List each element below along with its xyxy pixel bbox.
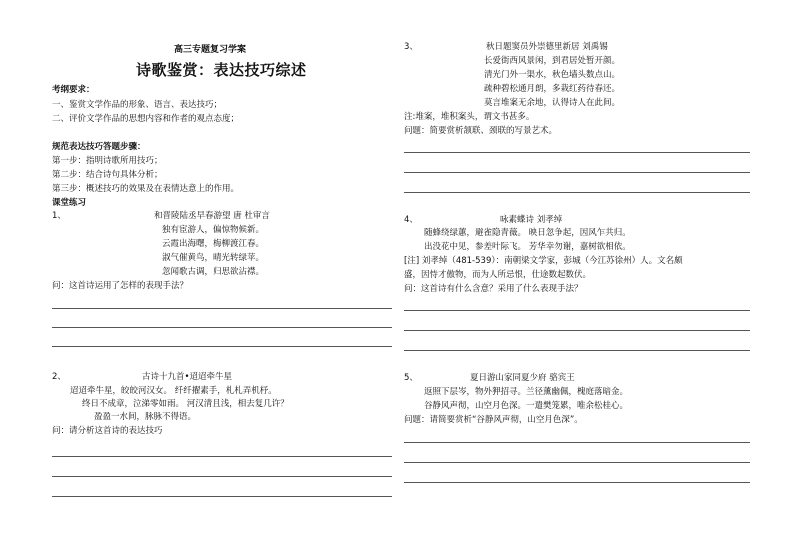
answer-line: [404, 462, 750, 463]
q5-poem-title: 夏日游山家同夏少府 骆宾王: [470, 373, 575, 383]
q4-poem-line: 出没花中见，参差叶际飞。 芳华幸勿谢，嘉树欲相依。: [424, 242, 631, 252]
answer-line: [404, 330, 750, 331]
q2-poem-line: 迢迢牵牛星，皎皎河汉女。 纤纤擢素手，札札弄机杼。: [70, 386, 277, 396]
q2-question: 问：请分析这首诗的表达技巧: [52, 426, 163, 436]
step-item: 第一步：指明诗歌所用技巧；: [52, 156, 163, 166]
answer-line: [52, 308, 392, 309]
q4-number: 4、: [404, 215, 418, 225]
q1-number: 1、: [52, 211, 66, 221]
answer-line: [404, 192, 750, 193]
answer-line: [404, 350, 750, 351]
q5-question: 问题：请简要赏析“谷静风声彻，山空月色深”。: [404, 415, 583, 425]
page-title: 诗歌鉴赏：表达技巧综述: [136, 61, 307, 79]
q1-poem-line: 淑气催黄鸟，晴光转绿苹。: [162, 253, 265, 263]
requirement-item: 二、评价文学作品的思想内容和作者的观点态度；: [52, 114, 240, 124]
q2-poem-title: 古诗十九首•迢迢牵牛星: [142, 372, 233, 382]
q1-poem-title: 和晋陵陆丞早春游望 唐 杜审言: [154, 211, 270, 221]
requirement-item: 一、鉴赏文学作品的形象、语言、表达技巧；: [52, 100, 223, 110]
answer-line: [404, 152, 750, 153]
q2-poem-line: 终日不成章，泣涕零如雨。 河汉清且浅，相去复几许？: [82, 399, 289, 409]
q4-poem-line: 随蜂绕绿蕙，避雀隐青薇。 映日忽争起，因风乍共归。: [424, 228, 631, 238]
answer-line: [404, 310, 750, 311]
q3-poem-line: 长爱街西风景闲，到君居处暂开颜。: [484, 56, 621, 66]
q4-poem-title: 咏素蝶诗 刘孝绰: [500, 215, 563, 225]
answer-line: [52, 327, 392, 328]
q2-number: 2、: [52, 372, 66, 382]
q1-poem-line: 云霞出海曙，梅柳渡江春。: [162, 239, 265, 249]
q2-poem-line: 盈盈一水间，脉脉不得语。: [94, 412, 197, 422]
q3-question: 问题：简要赏析颔联、颈联的写景艺术。: [404, 126, 558, 136]
q3-poem-line: 清光门外一渠水，秋色墙头数点山。: [484, 70, 621, 80]
answer-line: [52, 496, 392, 497]
practice-heading: 课堂练习: [52, 198, 87, 208]
steps-heading: 规范表达技巧答题步骤：: [52, 142, 146, 152]
answer-line: [52, 346, 392, 347]
q4-note: 盛，因恃才傲物，而为人所忌恨，仕途数起数伏。: [404, 270, 592, 280]
requirements-heading: 考纲要求：: [52, 85, 95, 95]
answer-line: [52, 476, 392, 477]
step-item: 第二步：结合诗句具体分析；: [52, 170, 163, 180]
answer-line: [52, 456, 392, 457]
q3-number: 3、: [404, 42, 418, 52]
q4-note: [注] 刘孝绰（481-539）：南朝梁文学家，彭城（今江苏徐州）人。文名颇: [404, 256, 683, 266]
q5-number: 5、: [404, 373, 418, 383]
q1-poem-line: 忽闻歌古调，归思欲沾襟。: [162, 267, 265, 277]
q3-poem-line: 疏种碧松通月朗，多栽红药待春还。: [484, 84, 621, 94]
q1-question: 问：这首诗运用了怎样的表现手法？: [52, 281, 189, 291]
answer-line: [404, 442, 750, 443]
q1-poem-line: 独有宦游人，偏惊物候新。: [162, 225, 265, 235]
q4-question: 问：这首诗有什么含意？采用了什么表现手法？: [404, 284, 583, 294]
q3-note: 注:堆案，堆积案头，谓文书甚多。: [404, 112, 535, 122]
q3-poem-title: 秋日题窦员外崇德里新居 刘禹锡: [486, 42, 608, 52]
q5-poem-line: 返照下层岑，物外狎招寻。兰径薰幽佩，槐庭落暗金。: [424, 387, 629, 397]
answer-line: [404, 172, 750, 173]
page-subtitle: 高三专题复习学案: [174, 45, 247, 55]
q3-poem-line: 莫言堆案无余地，认得诗人在此间。: [484, 98, 621, 108]
q5-poem-line: 谷静风声彻，山空月色深。一遣樊笼累，唯余松桂心。: [424, 401, 629, 411]
step-item: 第三步：概述技巧的效果及在表情达意上的作用。: [52, 184, 240, 194]
answer-line: [404, 482, 750, 483]
